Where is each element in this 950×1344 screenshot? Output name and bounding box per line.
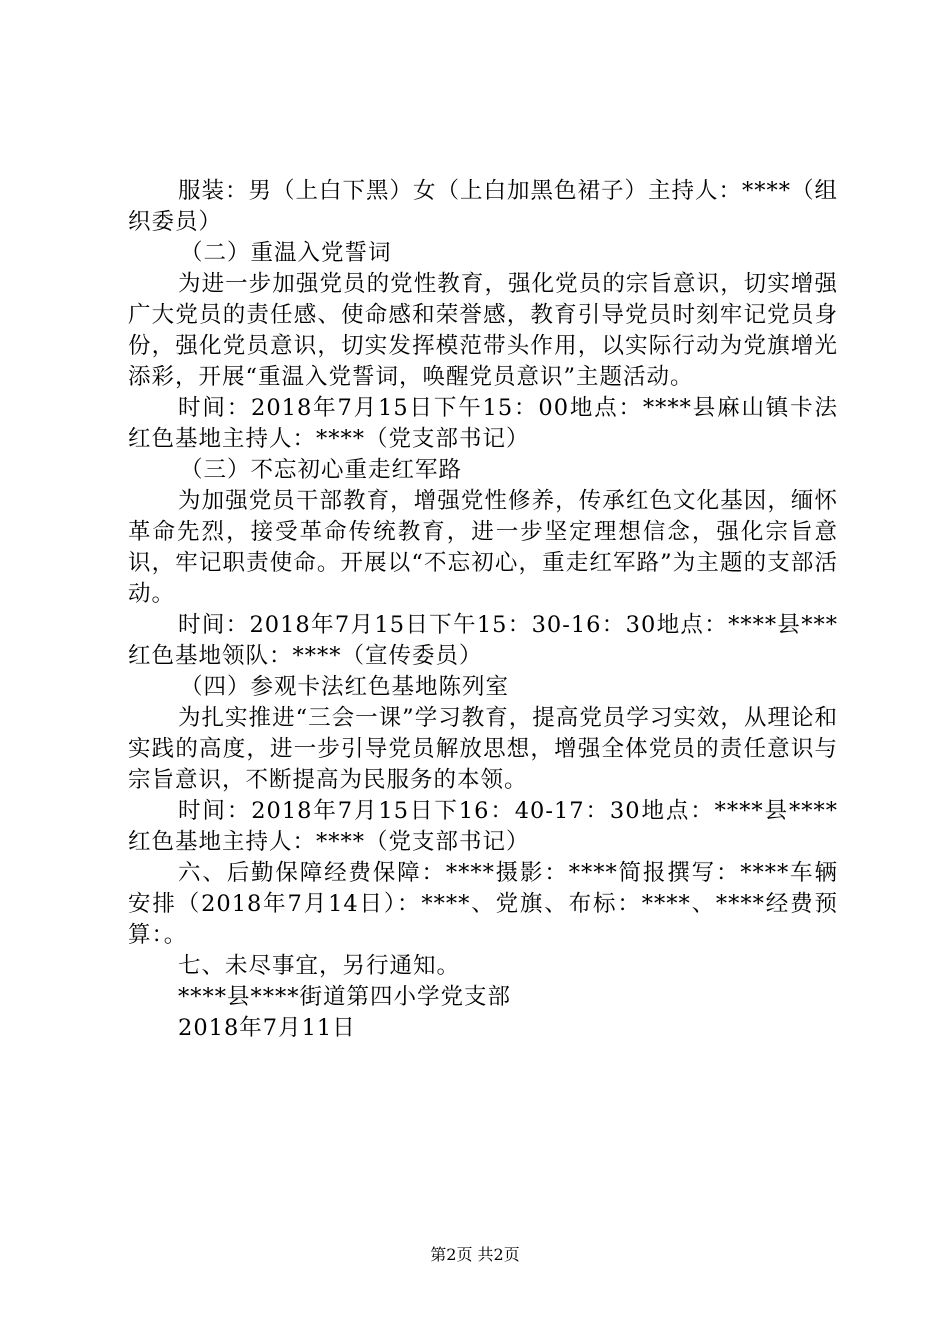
paragraph-section-3-body: 为加强党员干部教育，增强党性修养，传承红色文化基因，缅怀革命先烈，接受革命传统教育，进一步坚定理想信念，强化宗旨意识，牢记职责使命。开展以“不忘初心，重走红军路”为主题的支部活动。 — [128, 488, 838, 607]
signature-organization: ****县****街道第四小学党支部 — [178, 984, 512, 1010]
paragraph-section-2-time: 时间：2018年7月15日下午15：00地点：****县麻山镇卡法红色基地主持人：****（党支部书记） — [128, 395, 838, 452]
paragraph-section-2-body: 为进一步加强党员的党性教育，强化党员的宗旨意识，切实增强广大党员的责任感、使命感和荣誉感，教育引导党员时刻牢记党员身份，强化党员意识，切实发挥模范带头作用，以实际行动为党旗增光添彩，开展“重温入党誓词，唤醒党员意识”主题活动。 — [128, 271, 838, 390]
paragraph-other-matters: 七、未尽事宜，另行通知。 — [178, 953, 461, 979]
heading-section-4: （四）参观卡法红色基地陈列室 — [180, 674, 510, 700]
paragraph-attire-host: 服装：男（上白下黑）女（上白加黑色裙子）主持人：****（组织委员） — [128, 178, 839, 235]
document-body — [128, 176, 838, 1044]
heading-section-2: （二）重温入党誓词 — [180, 240, 392, 266]
paragraph-logistics: 六、后勤保障经费保障：****摄影：****简报撰写：****车辆安排（2018年7月14日）：****、党旗、布标：****、****经费预算：。 — [128, 860, 838, 948]
page-number-footer: 第2页 共2页 — [430, 1245, 520, 1264]
paragraph-section-3-time: 时间：2018年7月15日下午15：30-16：30地点：****县***红色基地领队：****（宣传委员） — [128, 612, 838, 669]
paragraph-section-4-time: 时间：2018年7月15日下16：40-17：30地点：****县****红色基地主持人：****（党支部书记） — [128, 798, 838, 855]
heading-section-3: （三）不忘初心重走红军路 — [180, 457, 463, 483]
signature-date: 2018年7月11日 — [178, 1015, 356, 1041]
paragraph-section-4-body: 为扎实推进“三会一课”学习教育，提高党员学习实效，从理论和实践的高度，进一步引导党员解放思想，增强全体党员的责任意识与宗旨意识，不断提高为民服务的本领。 — [128, 705, 838, 793]
